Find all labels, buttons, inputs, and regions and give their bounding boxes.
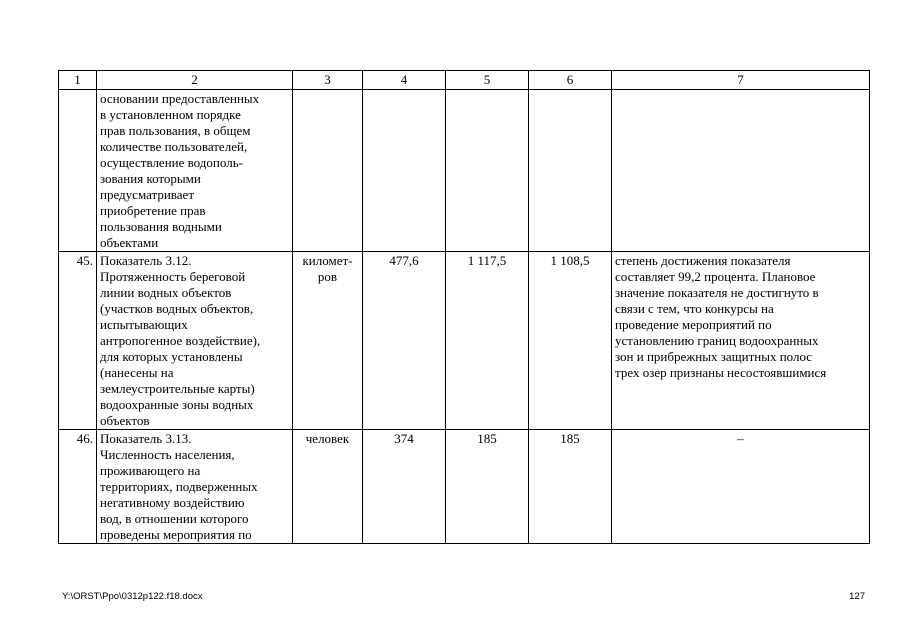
comment-cell bbox=[612, 90, 870, 252]
footer-file-path: Y:\ORST\Ppo\0312p122.f18.docx bbox=[62, 591, 203, 602]
value-col4: 477,6 bbox=[363, 252, 446, 430]
header-cell: 3 bbox=[293, 71, 363, 90]
header-cell: 2 bbox=[97, 71, 293, 90]
unit-cell bbox=[293, 90, 363, 252]
unit-cell: километ- ров bbox=[293, 252, 363, 430]
value-col4 bbox=[363, 90, 446, 252]
header-cell: 1 bbox=[59, 71, 97, 90]
unit-cell: человек bbox=[293, 430, 363, 544]
indicator-cell: основании предоставленных в установленном порядке прав пользования, в общем количестве пользователей, осуществление водополь- зования которыми предусматривает приобретение прав пользования водными объектами bbox=[97, 90, 293, 252]
header-cell: 4 bbox=[363, 71, 446, 90]
header-cell: 7 bbox=[612, 71, 870, 90]
value-col5 bbox=[446, 90, 529, 252]
value-col5: 185 bbox=[446, 430, 529, 544]
value-col6: 1 108,5 bbox=[529, 252, 612, 430]
value-col6 bbox=[529, 90, 612, 252]
indicator-cell: Показатель 3.13. Численность населения, проживающего на территориях, подверженных негативному воздействию вод, в отношении которого проведены мероприятия по bbox=[97, 430, 293, 544]
value-col6: 185 bbox=[529, 430, 612, 544]
header-cell: 6 bbox=[529, 71, 612, 90]
header-cell: 5 bbox=[446, 71, 529, 90]
comment-cell: – bbox=[612, 430, 870, 544]
table-row bbox=[59, 90, 870, 252]
table-row bbox=[59, 430, 870, 544]
indicator-cell: Показатель 3.12. Протяженность береговой линии водных объектов (участков водных объектов, испытывающих антропогенное воздействие), для которых установлены (нанесены на землеустроительные карты) водоохранные зоны водных объектов bbox=[97, 252, 293, 430]
table-header-row bbox=[59, 71, 870, 90]
table-row bbox=[59, 252, 870, 430]
comment-cell: степень достижения показателя составляет 99,2 процента. Плановое значение показателя не достигнуто в связи с тем, что конкурсы на проведение мероприятий по установлению границ водоохранных зон и прибрежных защитных полос трех озер признаны несостоявшимися bbox=[612, 252, 870, 430]
data-table bbox=[58, 70, 870, 544]
value-col5: 1 117,5 bbox=[446, 252, 529, 430]
row-number: 46. bbox=[59, 430, 97, 544]
value-col4: 374 bbox=[363, 430, 446, 544]
page-number: 127 bbox=[849, 591, 865, 602]
row-number bbox=[59, 90, 97, 252]
row-number: 45. bbox=[59, 252, 97, 430]
